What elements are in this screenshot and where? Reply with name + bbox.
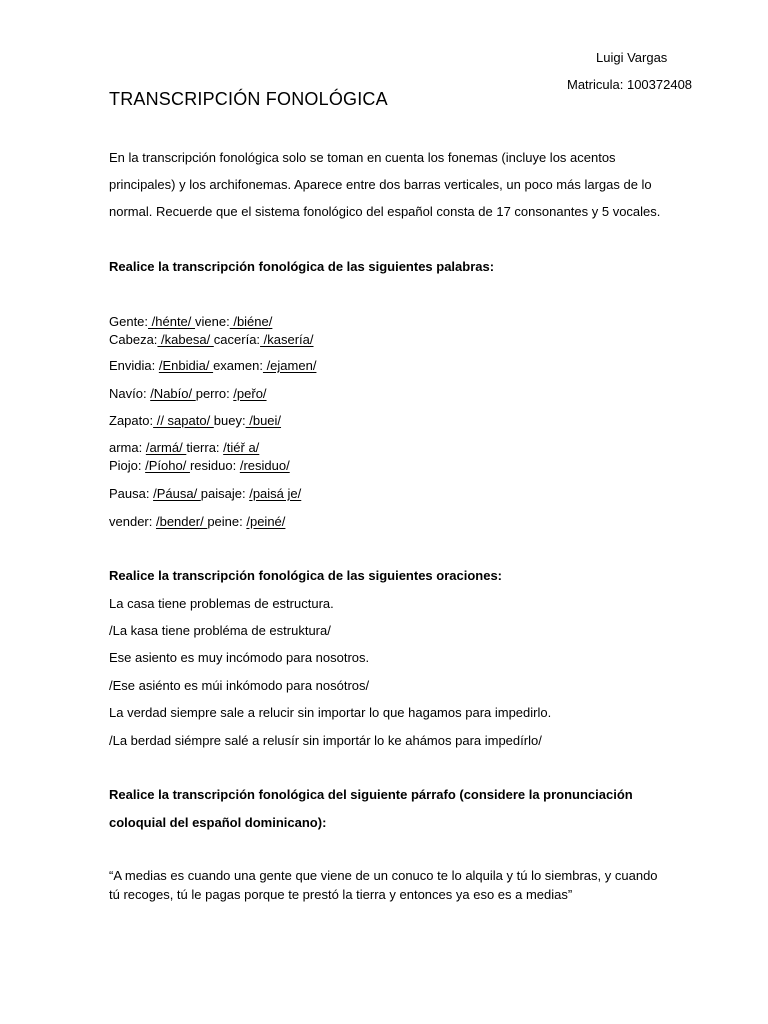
answer: /ejamen/ (262, 358, 317, 373)
quote-line: tú recoges, tú le pagas porque te prestó la tierra y entonces ya eso es a medias” (109, 887, 573, 902)
answer: /residuo/ (239, 458, 290, 473)
sentence: La casa tiene problemas de estructura. (109, 596, 334, 611)
student-id: Matricula: 100372408 (567, 77, 693, 92)
word: Pausa: (109, 486, 154, 501)
answer: /paisá je/ (249, 486, 302, 501)
word: buey: (213, 413, 246, 428)
word: viene: (195, 314, 230, 329)
answer: /Enbidia/ (158, 358, 214, 373)
section-heading-words: Realice la transcripción fonológica de las siguientes palabras: (109, 259, 495, 274)
answer: /armá/ (145, 440, 187, 455)
sentence: La verdad siempre sale a relucir sin importar lo que hagamos para impedirlo. (109, 705, 552, 720)
word: Piojo: (109, 458, 146, 473)
word-row (109, 358, 316, 374)
answer: /biéne/ (229, 314, 273, 329)
word: Zapato: (109, 413, 154, 428)
word: residuo: (189, 458, 240, 473)
word-row (109, 413, 281, 429)
word: cacería: (213, 332, 261, 347)
word-row (109, 314, 272, 330)
word: paisaje: (200, 486, 250, 501)
transcription: /La berdad siémpre salé a relusír sin importár lo ke ahámos para impedírlo/ (109, 733, 542, 748)
answer: /bender/ (155, 514, 208, 529)
answer: /buei/ (245, 413, 282, 428)
answer: /peiné/ (246, 514, 286, 529)
heading-line: coloquial del español dominicano): (109, 815, 327, 830)
word: Envidia: (109, 358, 159, 373)
transcription: /Ese asiénto es múi inkómodo para nosótros/ (109, 678, 370, 693)
page-title: TRANSCRIPCIÓN FONOLÓGICA (109, 89, 388, 109)
answer: /kabesa/ (157, 332, 214, 347)
answer: // sapato/ (153, 413, 214, 428)
sentence: Ese asiento es muy incómodo para nosotros. (109, 650, 370, 665)
word-row (109, 486, 301, 502)
word: arma: (109, 440, 146, 455)
word-row (109, 440, 259, 456)
intro-line: En la transcripción fonológica solo se toman en cuenta los fonemas (incluye los acentos (109, 150, 616, 165)
word: Navío: (109, 386, 151, 401)
intro-line: normal. Recuerde que el sistema fonológico del español consta de 17 consonantes y 5 vocales. (109, 204, 661, 219)
word-row (109, 514, 285, 530)
answer: /Páusa/ (153, 486, 201, 501)
section-heading-sentences: Realice la transcripción fonológica de las siguientes oraciones: (109, 568, 503, 583)
answer: /hénte/ (148, 314, 196, 329)
answer: /peřo/ (233, 386, 267, 401)
author-name: Luigi Vargas (596, 50, 668, 65)
transcription: /La kasa tiene probléma de estruktura/ (109, 623, 331, 638)
word: Cabeza: (109, 332, 158, 347)
word: tierra: (186, 440, 224, 455)
answer: /Nabío/ (150, 386, 196, 401)
word: perro: (195, 386, 234, 401)
heading-line: Realice la transcripción fonológica del siguiente párrafo (considere la pronunciación (109, 787, 633, 802)
word-row (109, 386, 267, 402)
intro-line: principales) y los archifonemas. Aparece entre dos barras verticales, un poco más largas de lo (109, 177, 652, 192)
word-row (109, 332, 314, 348)
answer: /tiéř a/ (223, 440, 260, 455)
word: peine: (207, 514, 247, 529)
answer: /kasería/ (260, 332, 314, 347)
word: Gente: (109, 314, 149, 329)
word: vender: (109, 514, 156, 529)
word: examen: (213, 358, 263, 373)
quote-line: “A medias es cuando una gente que viene de un conuco te lo alquila y tú lo siembras, y cuando (109, 868, 658, 883)
word-row (109, 458, 290, 474)
answer: /Píoho/ (145, 458, 190, 473)
